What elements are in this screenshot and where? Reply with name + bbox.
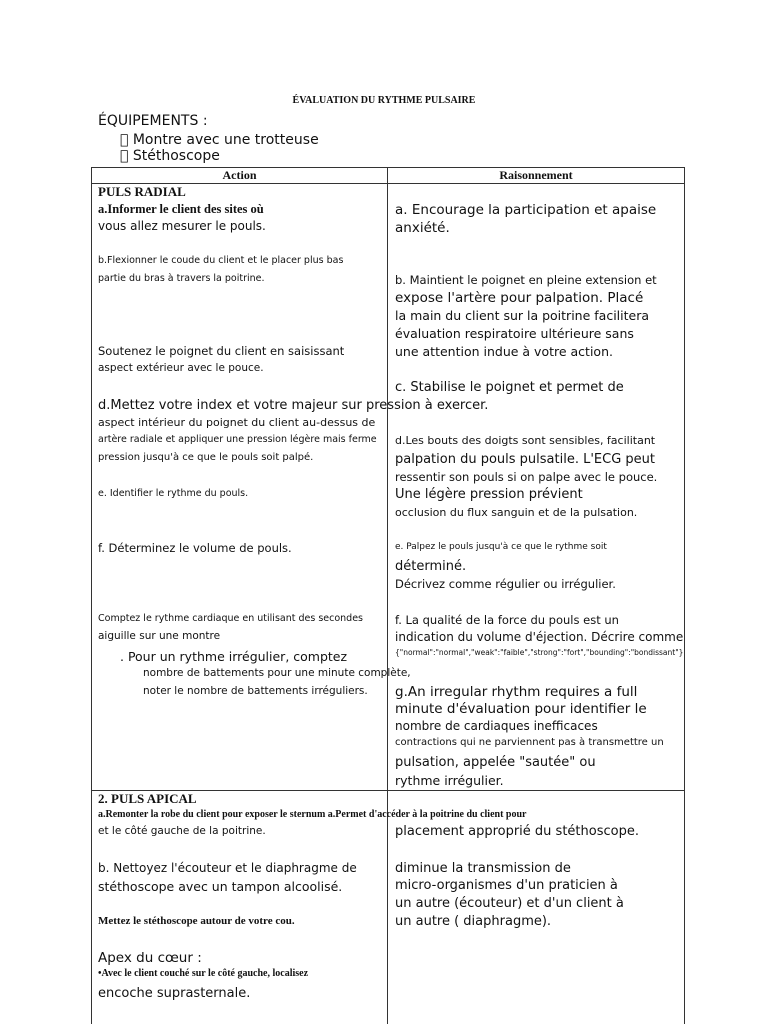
apical-action-b-line1: b. Nettoyez l'écouteur et le diaphragme de bbox=[98, 861, 357, 875]
apical-reason-b-line2: micro-organismes d'un praticien à bbox=[395, 878, 618, 893]
reason-c-line1: c. Stabilise le poignet et permet de bbox=[395, 380, 624, 395]
action-g-line4: nombre de battements pour une minute complète, bbox=[143, 667, 411, 679]
action-d-line3: artère radiale et appliquer une pression légère mais ferme bbox=[98, 434, 377, 445]
reason-a-line2: anxiété. bbox=[395, 220, 450, 236]
apical-action-c: Mettez le stéthoscope autour de votre cou. bbox=[98, 915, 295, 927]
apical-row-a-line1: a.Remonter la robe du client pour exposer le sternum a.Permet d'accéder à la poitrine du client pour bbox=[98, 809, 527, 820]
apical-action-d-line1: Apex du cœur : bbox=[98, 950, 202, 966]
action-g-line5: noter le nombre de battements irréguliers. bbox=[143, 685, 368, 697]
reason-d-line4: Une légère pression prévient bbox=[395, 487, 583, 502]
apical-action-d-line3: encoche suprasternale. bbox=[98, 986, 251, 1001]
reason-e-line2: déterminé. bbox=[395, 559, 467, 574]
action-b-line1: b.Flexionner le coude du client et le placer plus bas bbox=[98, 255, 344, 266]
reason-e-line3: Décrivez comme régulier ou irrégulier. bbox=[395, 577, 616, 591]
table-left-border bbox=[91, 167, 92, 1024]
reason-g-line1: g.An irregular rhythm requires a full bbox=[395, 684, 638, 700]
action-g-line3: . Pour un rythme irrégulier, comptez bbox=[120, 649, 348, 664]
action-f: f. Déterminez le volume de pouls. bbox=[98, 541, 292, 555]
equipment-item-stethoscope: Stéthoscope bbox=[120, 148, 207, 164]
reason-b-line1: b. Maintient le poignet en pleine extension et bbox=[395, 273, 657, 287]
reason-e-line1: e. Palpez le pouls jusqu'à ce que le rythme soit bbox=[395, 542, 607, 552]
column-header-action: Action bbox=[222, 168, 257, 182]
apical-reason-b-line3: un autre (écouteur) et d'un client à bbox=[395, 896, 624, 911]
action-g-line1: Comptez le rythme cardiaque en utilisant des secondes bbox=[98, 613, 363, 624]
reason-d-line5: occlusion du flux sanguin et de la pulsation. bbox=[395, 506, 638, 519]
apical-action-d-line2: •Avec le client couché sur le côté gauche, localisez bbox=[98, 968, 309, 979]
action-d-line4: pression jusqu'à ce que le pouls soit palpé. bbox=[98, 452, 314, 463]
equipment-heading: ÉQUIPEMENTS : bbox=[98, 113, 208, 129]
table-right-border bbox=[684, 167, 685, 1024]
action-b-line2: partie du bras à travers la poitrine. bbox=[98, 273, 265, 284]
apical-action-b-line2: stéthoscope avec un tampon alcoolisé. bbox=[98, 879, 343, 894]
reason-a-line1: a. Encourage la participation et apaise bbox=[395, 202, 657, 218]
section-heading-radial: PULS RADIAL bbox=[98, 184, 186, 199]
action-c-line1: Soutenez le poignet du client en saisissant bbox=[98, 344, 345, 358]
reason-b-line4: évaluation respiratoire ultérieure sans bbox=[395, 326, 634, 341]
reason-g-line2: minute d'évaluation pour identifier le bbox=[395, 701, 647, 717]
reason-b-line5: une attention indue à votre action. bbox=[395, 344, 613, 359]
reason-g-line6: rythme irrégulier. bbox=[395, 773, 504, 788]
action-d-line1: d.Mettez votre index et votre majeur sur pression à exercer. bbox=[98, 398, 489, 413]
page-title: ÉVALUATION DU RYTHME PULSAIRE bbox=[292, 95, 476, 106]
reason-b-line2: expose l'artère pour palpation. Placé bbox=[395, 290, 644, 306]
apical-action-a-line2: et le côté gauche de la poitrine. bbox=[98, 825, 266, 837]
apical-reason-a-line2: placement approprié du stéthoscope. bbox=[395, 824, 639, 839]
action-g-line2: aiguille sur une montre bbox=[98, 630, 221, 642]
reason-g-line3: nombre de cardiaques inefficaces bbox=[395, 719, 598, 733]
reason-d-line2: palpation du pouls pulsatile. L'ECG peut bbox=[395, 452, 655, 467]
reason-f-line3: {"normal":"normal","weak":"faible","strong":"fort","bounding":"bondissant"} bbox=[395, 648, 684, 657]
action-a-line2: vous allez mesurer le pouls. bbox=[98, 219, 266, 233]
reason-g-line5: pulsation, appelée "sautée" ou bbox=[395, 755, 596, 770]
reason-b-line3: la main du client sur la poitrine facilitera bbox=[395, 308, 649, 323]
action-c-line2: aspect extérieur avec le pouce. bbox=[98, 362, 264, 374]
reason-g-line4: contractions qui ne parviennent pas à transmettre un bbox=[395, 737, 664, 748]
section-heading-apical: 2. PULS APICAL bbox=[98, 791, 197, 806]
action-e: e. Identifier le rythme du pouls. bbox=[98, 488, 249, 499]
action-a-line1: a.Informer le client des sites où bbox=[98, 202, 264, 216]
reason-f-line2: indication du volume d'éjection. Décrire comme bbox=[395, 630, 684, 644]
apical-reason-b-line4: un autre ( diaphragme). bbox=[395, 914, 552, 929]
equipment-item-watch: Montre avec une trotteuse bbox=[120, 132, 306, 148]
table-column-divider bbox=[387, 167, 388, 1024]
reason-f-line1: f. La qualité de la force du pouls est un bbox=[395, 613, 619, 627]
apical-reason-b-line1: diminue la transmission de bbox=[395, 861, 571, 876]
column-header-raisonnement: Raisonnement bbox=[499, 168, 573, 182]
action-d-line2: aspect intérieur du poignet du client au-dessus de bbox=[98, 416, 376, 429]
reason-d-line1: d.Les bouts des doigts sont sensibles, facilitant bbox=[395, 434, 656, 447]
reason-d-line3: ressentir son pouls si on palpe avec le pouce. bbox=[395, 470, 658, 484]
